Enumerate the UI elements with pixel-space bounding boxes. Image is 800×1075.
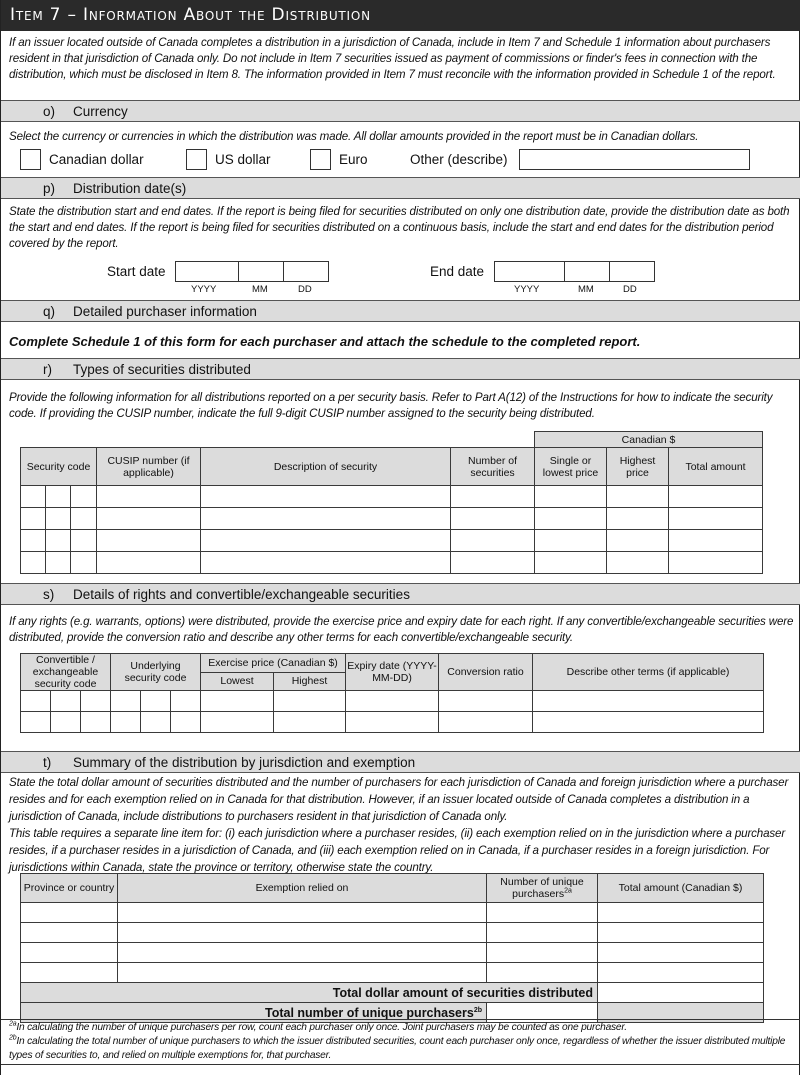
- number-securities-cell[interactable]: [451, 530, 535, 552]
- expiry-cell[interactable]: [346, 691, 439, 712]
- security-code-char-1[interactable]: [21, 486, 46, 508]
- other-terms-cell[interactable]: [533, 712, 764, 733]
- footnote-2a-text: In calculating the number of unique purchasers per row, count each purchaser only once. Joint purchasers may be counted as one purchaser.: [16, 1022, 627, 1033]
- section-letter: r): [43, 362, 52, 377]
- lowest-price-cell[interactable]: [535, 508, 607, 530]
- start-year-hint: YYYY: [191, 284, 217, 295]
- table-row: [21, 508, 763, 530]
- amount-cell[interactable]: [598, 943, 764, 963]
- section-r-header: [1, 358, 800, 380]
- start-date-year-input[interactable]: [176, 262, 239, 281]
- cusip-cell[interactable]: [97, 530, 201, 552]
- footnote-divider: [1, 1019, 800, 1020]
- lowest-price-cell[interactable]: [535, 552, 607, 574]
- summary-instructions-2: This table requires a separate line item for: (i) each jurisdiction where a purchaser resides, (ii) each exemption relied on in the jurisdiction where a purchaser resides, if a purchaser resides in a jurisdiction of Canada, and (iii) each exemption relied on in Canada, if a purchaser resides in a foreign jurisdiction. For jurisdictions within Canada, state the province or territory, otherwise state the country.: [9, 827, 786, 874]
- table-row: [21, 691, 764, 712]
- conv-code-char[interactable]: [51, 712, 81, 733]
- section-t-header: [1, 751, 800, 773]
- end-date-label: End date: [430, 264, 485, 279]
- section-label: Distribution date(s): [73, 181, 187, 196]
- amount-cell[interactable]: [598, 923, 764, 943]
- expiry-cell[interactable]: [346, 712, 439, 733]
- security-code-char-2[interactable]: [46, 508, 71, 530]
- security-code-char-1[interactable]: [21, 552, 46, 574]
- col-lowest: Lowest: [201, 672, 274, 691]
- section-letter: t): [43, 755, 52, 770]
- col-security-code: Security code: [21, 448, 97, 486]
- col-total-amount: Total amount: [669, 448, 763, 486]
- security-code-char-3[interactable]: [71, 486, 97, 508]
- col-unique-purchasers-label: Number of unique purchasers: [500, 876, 584, 900]
- col-unique-purchasers: [487, 874, 598, 903]
- total-dollar-input[interactable]: [598, 983, 764, 1003]
- section-label: Detailed purchaser information: [73, 304, 257, 319]
- highest-price-cell[interactable]: [607, 530, 669, 552]
- total-dollar-label: Total dollar amount of securities distributed: [21, 983, 598, 1003]
- lowest-price-cell[interactable]: [535, 486, 607, 508]
- security-code-char-1[interactable]: [21, 530, 46, 552]
- lowest-cell[interactable]: [201, 691, 274, 712]
- conv-code-char[interactable]: [51, 691, 81, 712]
- underlying-code-char[interactable]: [141, 712, 171, 733]
- underlying-code-char[interactable]: [171, 691, 201, 712]
- col-highest-price: Highest price: [607, 448, 669, 486]
- section-p-header: [1, 177, 800, 199]
- conv-code-char[interactable]: [81, 691, 111, 712]
- total-amount-cell[interactable]: [669, 486, 763, 508]
- col-total-amount: Total amount (Canadian $): [598, 874, 764, 903]
- security-code-char-3[interactable]: [71, 530, 97, 552]
- total-amount-cell[interactable]: [669, 530, 763, 552]
- section-letter: p): [43, 181, 56, 196]
- lowest-cell[interactable]: [201, 712, 274, 733]
- conv-code-char[interactable]: [81, 712, 111, 733]
- security-code-char-3[interactable]: [71, 552, 97, 574]
- securities-instructions: Provide the following information for all distributions reported on a per security basis. Refer to Part A(12) of the Instructions for how to indicate the security code. If providing the CUSIP number, indicate the full 9-digit CUSIP number assigned to the security being distributed.: [9, 391, 773, 420]
- highest-cell[interactable]: [274, 691, 346, 712]
- rights-instructions: If any rights (e.g. warrants, options) were distributed, provide the exercise price and expiry date for each right. If any convertible/exchangeable securities were distributed, provide the conversion ratio and describe any other terms for each convertible/exchangeable security.: [9, 615, 794, 644]
- page-title-text: Item 7 – Information About the Distribution: [10, 5, 371, 25]
- province-cell[interactable]: [21, 903, 118, 923]
- footnote-mark-2a: 2a: [9, 1020, 17, 1028]
- security-code-char-2[interactable]: [46, 486, 71, 508]
- highest-price-cell[interactable]: [607, 486, 669, 508]
- intro-text: If an issuer located outside of Canada completes a distribution in a jurisdiction of Canada, include in Item 7 and Schedule 1 information about purchasers resident in that jurisdiction of Canada only. Do not include in Item 7 securities issued as payment of commissions or finder's fees in connection with the distribution, which must be disclosed in Item 8. The information provided in Item 7 must reconcile with the information provided in Schedule 1 of the report.: [9, 36, 776, 81]
- number-securities-cell[interactable]: [451, 552, 535, 574]
- canadian-dollar-group-header: Canadian $: [535, 432, 763, 448]
- section-letter: q): [43, 304, 56, 319]
- province-cell[interactable]: [21, 963, 118, 983]
- number-securities-cell[interactable]: [451, 508, 535, 530]
- table-row: [21, 943, 764, 963]
- start-day-hint: DD: [298, 284, 312, 295]
- end-date-day-input[interactable]: [610, 262, 654, 281]
- purchasers-cell[interactable]: [487, 943, 598, 963]
- section-label: Types of securities distributed: [73, 362, 251, 377]
- number-securities-cell[interactable]: [451, 486, 535, 508]
- other-currency-input[interactable]: [519, 149, 750, 170]
- euro-label: Euro: [339, 152, 368, 167]
- other-terms-cell[interactable]: [533, 691, 764, 712]
- col-exercise-price: Exercise price (Canadian $): [201, 654, 346, 673]
- col-cusip: CUSIP number (if applicable): [97, 448, 201, 486]
- description-cell[interactable]: [201, 552, 451, 574]
- col-description: Description of security: [201, 448, 451, 486]
- purchaser-instructions: Complete Schedule 1 of this form for each purchaser and attach the schedule to the completed report.: [9, 334, 641, 349]
- total-amount-cell[interactable]: [669, 552, 763, 574]
- section-letter: s): [43, 587, 55, 602]
- description-cell[interactable]: [201, 530, 451, 552]
- table-row: [21, 923, 764, 943]
- col-number-securities: Number of securities: [451, 448, 535, 486]
- canadian-dollar-label: Canadian dollar: [49, 152, 144, 167]
- footnote-ref-2a: 2a: [564, 887, 572, 895]
- lowest-price-cell[interactable]: [535, 530, 607, 552]
- highest-price-cell[interactable]: [607, 552, 669, 574]
- start-date-day-input[interactable]: [284, 262, 328, 281]
- footnote-2b: [1, 1035, 796, 1063]
- footnote-ref-2b: 2b: [473, 1006, 482, 1014]
- col-lowest-price: Single or lowest price: [535, 448, 607, 486]
- province-cell[interactable]: [21, 923, 118, 943]
- footnote-mark-2b: 2b: [9, 1034, 17, 1042]
- col-underlying-code: Underlying security code: [111, 654, 201, 691]
- security-code-char-2[interactable]: [46, 530, 71, 552]
- us-dollar-label: US dollar: [215, 152, 271, 167]
- table-row: [21, 552, 763, 574]
- securities-table: [20, 431, 763, 574]
- purchasers-cell[interactable]: [487, 903, 598, 923]
- section-o-header: [1, 100, 800, 122]
- col-province: Province or country: [21, 874, 118, 903]
- exemption-cell[interactable]: [118, 943, 487, 963]
- description-cell[interactable]: [201, 486, 451, 508]
- amount-cell[interactable]: [598, 963, 764, 983]
- page-bottom-border: [1, 1064, 800, 1065]
- us-dollar-checkbox[interactable]: [186, 149, 207, 170]
- page-title: [1, 0, 800, 31]
- col-conversion-ratio: Conversion ratio: [439, 654, 533, 691]
- end-day-hint: DD: [623, 284, 637, 295]
- description-cell[interactable]: [201, 508, 451, 530]
- end-date-month-input[interactable]: [565, 262, 610, 281]
- cusip-cell[interactable]: [97, 486, 201, 508]
- footnote-2a: [1, 1021, 800, 1035]
- amount-cell[interactable]: [598, 903, 764, 923]
- underlying-code-char[interactable]: [171, 712, 201, 733]
- security-code-char-1[interactable]: [21, 508, 46, 530]
- col-convertible-code: Convertible / exchangeable security code: [21, 654, 111, 691]
- section-label: Details of rights and convertible/exchangeable securities: [73, 587, 410, 602]
- summary-table: [20, 873, 764, 1023]
- table-row: [21, 486, 763, 508]
- cusip-cell[interactable]: [97, 508, 201, 530]
- table-row: [21, 963, 764, 983]
- start-month-hint: MM: [252, 284, 268, 295]
- canadian-dollar-checkbox[interactable]: [20, 149, 41, 170]
- total-purchasers-text: Total number of unique purchasers: [265, 1005, 474, 1020]
- col-expiry-date: Expiry date (YYYY-MM-DD): [346, 654, 439, 691]
- start-date-field: [175, 261, 329, 282]
- underlying-code-char[interactable]: [111, 712, 141, 733]
- end-year-hint: YYYY: [514, 284, 540, 295]
- conv-code-char[interactable]: [21, 691, 51, 712]
- section-s-header: [1, 583, 800, 605]
- security-code-char-2[interactable]: [46, 552, 71, 574]
- table-row: [21, 903, 764, 923]
- ratio-cell[interactable]: [439, 691, 533, 712]
- conv-code-char[interactable]: [21, 712, 51, 733]
- highest-price-cell[interactable]: [607, 508, 669, 530]
- col-other-terms: Describe other terms (if applicable): [533, 654, 764, 691]
- ratio-cell[interactable]: [439, 712, 533, 733]
- purchasers-cell[interactable]: [487, 923, 598, 943]
- cusip-cell[interactable]: [97, 552, 201, 574]
- province-cell[interactable]: [21, 943, 118, 963]
- other-currency-label: Other (describe): [410, 152, 508, 167]
- exemption-cell[interactable]: [118, 963, 487, 983]
- table-row: [21, 712, 764, 733]
- exemption-cell[interactable]: [118, 923, 487, 943]
- highest-cell[interactable]: [274, 712, 346, 733]
- currency-instructions: Select the currency or currencies in which the distribution was made. All dollar amounts provided in the report must be in Canadian dollars.: [9, 130, 699, 143]
- start-date-month-input[interactable]: [239, 262, 284, 281]
- underlying-code-char[interactable]: [111, 691, 141, 712]
- underlying-code-char[interactable]: [141, 691, 171, 712]
- section-letter: o): [43, 104, 56, 119]
- end-month-hint: MM: [578, 284, 594, 295]
- euro-checkbox[interactable]: [310, 149, 331, 170]
- col-exemption: Exemption relied on: [118, 874, 487, 903]
- end-date-year-input[interactable]: [495, 262, 565, 281]
- exemption-cell[interactable]: [118, 903, 487, 923]
- summary-instructions-1: State the total dollar amount of securities distributed and the number of purchasers for each jurisdiction of Canada and foreign jurisdiction where a purchaser resides and for each exemption relied on in Canada for that distribution. However, if an issuer located outside of Canada completes a distribution in a jurisdiction of Canada, include distributions to purchasers resident in that jurisdiction of Canada only.: [9, 776, 789, 823]
- col-highest: Highest: [274, 672, 346, 691]
- dates-instructions: State the distribution start and end dates. If the report is being filed for securities distributed on only one distribution date, provide the distribution date as both the start and end dates. If the report is being filed for securities distributed on a continuous basis, include the start and end dates for the distribution period covered by the report.: [9, 205, 790, 250]
- table-row: [21, 530, 763, 552]
- section-label: Summary of the distribution by jurisdiction and exemption: [73, 755, 416, 770]
- security-code-char-3[interactable]: [71, 508, 97, 530]
- section-label: Currency: [73, 104, 128, 119]
- footnote-2b-text: In calculating the total number of unique purchasers to which the issuer distributed securities, count each purchaser only once, regardless of whether the issuer distributed multiple types of securities to, and relied on multiple exemptions for, that purchaser.: [9, 1036, 786, 1061]
- section-q-header: [1, 300, 800, 322]
- start-date-label: Start date: [107, 264, 166, 279]
- total-amount-cell[interactable]: [669, 508, 763, 530]
- end-date-field: [494, 261, 655, 282]
- purchasers-cell[interactable]: [487, 963, 598, 983]
- rights-table: [20, 653, 764, 733]
